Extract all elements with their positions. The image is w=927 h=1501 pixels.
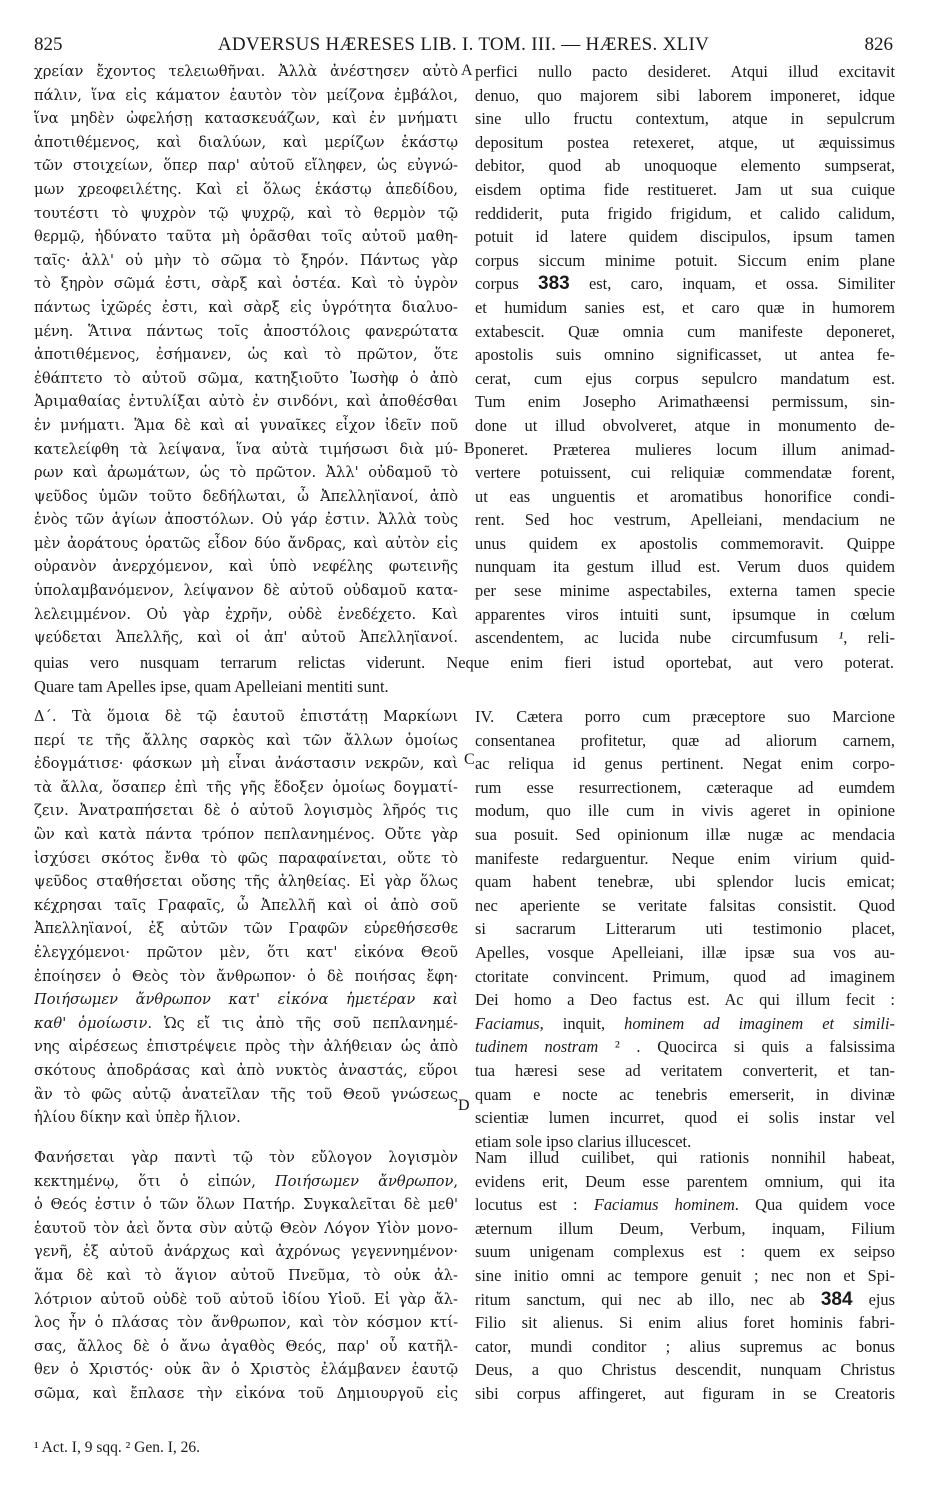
text-line: τῶν στοιχείων, ὅπερ παρ' αὐτοῦ εἴληφεν, ὡς εὐγνώ- [34,157,458,175]
margin-letter-d: D [458,1097,470,1114]
text-segment: ritum sanctum, qui nec ab illo, nec ab [475,1289,821,1309]
text-line: nunquam ita gestum illud est. Verum duos quidem [475,557,895,577]
text-segment: κεκτημένῳ, ὅτι ὁ εἰπών, [34,1172,275,1190]
text-line [34,1170,458,1194]
text-line: ζειν. Ἀνατραπήσεται δὲ ὁ αὐτοῦ λογισμὸς λῆρός τις [34,802,458,820]
text-line: Ἀριμαθαίας ἐντυλίξαι αὐτὸ ἐν σινδόνι, καὶ ἀποθέσθαι [34,393,458,411]
text-line: ἐποίησεν ὁ Θεὸς τὸν ἄνθρωπον· ὁ δὲ ποιήσας ἔφη· [34,967,458,985]
text-line: μένη. Ἅτινα πάντως τοῖς ἀποστόλοις φανερώτατα [34,322,458,340]
text-line: ἐδογμάτισε· φάσκων μὴ εἶναι ἀνάστασιν νεκρῶν, καὶ [34,755,458,773]
text-line: IV. Cætera porro cum præceptore suo Marcione [475,707,895,726]
text-line: Dei homo a Deo factus est. Ac qui illum fecit : [475,990,895,1010]
text-segment: . Ὡς εἴ τις ἀπὸ τῆς σοῦ πεπλανημέ- [147,1014,458,1032]
text-line: quam e nocte ac tenebris emerserit, in divinæ [475,1084,895,1104]
text-line: τὰ ἄλλα, ὅσαπερ ἐπὶ τῆς γῆς ἔδοξεν ὁμοίως δογματί- [34,778,458,796]
section-number: 383 [538,273,570,295]
text-line: κέχρησαι ταῖς Γραφαῖς, ὦ Ἀπελλῆ καὶ οἱ ἀπὸ σοῦ [34,896,458,914]
text-line: sibi corpus affingeret, aut figuram in se Creatoris [475,1383,895,1403]
text-segment: ejus [852,1289,895,1309]
text-line: evidens erit, Deum esse parentem omnium, qui ita [475,1171,895,1191]
text-line: scientiæ lumen incurret, quod ei solis instar vel [475,1108,895,1128]
italic-quote: hominem ad imaginem et simili- [624,1013,895,1033]
text-line: per sese minime aspectabiles, externa tamen specie [475,581,895,601]
text-line: etiam sole ipso clarius illucescet. [475,1131,692,1151]
text-line: ὁ Θεός ἐστιν ὁ τῶν ὅλων Πατήρ. Συγκαλεῖται δὲ μεθ' [34,1196,458,1214]
text-segment: , inquit, [539,1013,625,1033]
margin-letter-c: C [464,751,475,768]
text-line: ἂν τὸ φῶς αὐτῷ ἀνατεῖλαν τῆς τοῦ Θεοῦ γνώσεως [34,1085,458,1103]
text-line: ἐλεγχόμενοι· πρῶτον μὲν, ὅτι κατ' εἰκόνα Θεοῦ [34,943,458,961]
footnotes: ¹ Act. I, 9 sqq. ² Gen. I, 26. [34,1439,200,1456]
text-line [34,988,458,1012]
text-line: ψεῦδος σταθήσεται οὔσης τῆς ἀληθείας. Εἰ γὰρ ὅλως [34,873,458,891]
text-line: σῶμα, καὶ ἔπλασε τὴν εἰκόνα τοῦ Δημιουργοῦ εἰς [34,1384,458,1402]
text-line: Quare tam Apelles ipse, quam Apelleiani mentiti sunt. [34,676,389,696]
text-line: ἐν μνήματι. Ἅμα δὲ καὶ αἱ γυναῖκες εἶχον ἰδεῖν ποῦ [34,416,458,434]
text-line: ψεῦδος ὑμῶν τοῦτο δεδήλωται, ὦ Ἀπελληϊανοί, ἀπὸ [34,487,458,505]
text-line: ψεύδεται Ἀπελλῆς, καὶ οἱ ἀπ' αὐτοῦ Ἀπελληϊανοί. [34,629,458,647]
text-line: sua posuit. Sed opinionum illæ nugæ ac mendacia [475,824,895,844]
text-segment: corpus [475,274,539,294]
greek-column-bottom [34,1146,458,1406]
text-line: reddiderit, puta frigido frigidum, et calido calidum, [475,203,895,223]
latin-column-top [475,60,895,650]
text-line: denuo, quo majorem sibi laborem imponeret, idque [475,85,895,105]
text-line: Δ΄. Τὰ ὅμοια δὲ τῷ ἑαυτοῦ ἐπιστάτῃ Μαρκίωνι [34,708,458,725]
text-line: γενῆ, ἐξ αὐτοῦ ἀνάρχως καὶ ἀχρόνως γεγεννημένον· [34,1243,458,1261]
text-line: σας, ἄλλος δὲ ὁ ἄνω ἀγαθὸς Θεός, παρ' οὗ κατῆλ- [34,1337,458,1355]
text-line: ut eas unguentis et aromatibus honorifice condi- [475,486,895,506]
text-line: πάντως ἰχῶρές ἐστι, καὶ σὰρξ εἰς ὑγρότητα διαλυο- [34,298,458,316]
italic-quote: tudinem nostram [475,1037,599,1057]
text-segment: , reli- [843,628,895,648]
italic-quote: Faciamus [475,1013,540,1033]
text-line: Deus, a quo Christus descendit, nunquam Christus [475,1360,895,1380]
text-line: tua hæresi sese ad veritatem converterit, et tan- [475,1060,895,1080]
text-line: ἀποτιθέμενος, ἐσήμανεν, ὡς καὶ τὸ πρῶτον, ὅτε [34,346,458,364]
text-line: nec aperiente se veritate falsitas consistit. Quod [475,895,895,915]
text-line: περί τε τῆς ἄλλης σαρκὸς καὶ τῶν ἄλλων ὁμοίως [34,731,458,749]
text-line: θεν ὁ Χριστός· οὐκ ἂν ὁ Χριστὸς ἐλάμβανεν ἑαυτῷ [34,1361,458,1379]
text-line: μὲν ἀοράτους ὁρατῶς εἶδον δύο ἄνδρας, καὶ αὐτὸν εἰς [34,534,458,552]
text-line: λότριον αὐτοῦ οὐδὲ τοῦ αὐτοῦ ἰδίου Υἱοῦ. Εἰ γὰρ ἄλ- [34,1290,458,1308]
text-line: ἡλίου δίκην καὶ ὑπὲρ ἥλιον. [34,1109,241,1127]
text-line: eisdem optima fide restitueret. Jam ut sua cuique [475,179,895,199]
page-number-right: 826 [864,34,893,55]
text-line: κατελείφθη τὰ λείψανα, ἵνα αὐτὰ τιμήσωσι διὰ μύ- [34,440,458,458]
text-line: perfici nullo pacto desideret. Atqui illud excitavit [475,62,895,81]
text-line: unus quidem ex apostolis commemoravit. Quippe [475,533,895,553]
text-line: Tum enim Josepho Arimathæensi permissum, sin- [475,392,895,412]
text-line: corpus siccum minime potuit. Siccum enim plane [475,250,895,270]
text-line [475,626,895,650]
text-line: rent. Sed hoc vestrum, Apelleiani, mendacium ne [475,510,895,530]
text-line: cerat, cum ejus corpus sepulcro mandatum est. [475,368,895,388]
text-line: manifeste redarguentur. Neque enim virium quid- [475,848,895,868]
text-line: ταῖς· ἀλλ' οὐ μὴν τὸ σῶμα τὸ ξηρόν. Πάντως γὰρ [34,251,458,269]
text-line: σκότους ἀποδράσας καὶ ἀπὸ νυκτὸς ἀναστάς, εὕροι [34,1061,458,1079]
greek-column-top [34,60,458,650]
text-line: λελειμμένον. Οὐ γὰρ ἐχρῆν, οὐδὲ ἐνεδέχετο. Καὶ [34,605,458,623]
text-line: cator, mundi conditor ; alius supremus ac bonus [475,1336,895,1356]
text-line: debitor, quod ab unoquoque elemento sumpserat, [475,156,895,176]
text-line: ac reliqua id genus pertinent. Negat enim corpo- [475,754,895,774]
text-line: rum esse resurrectionem, cæteraque ad eumdem [475,777,895,797]
page-number-left: 825 [34,34,63,55]
text-line: Ἀπελληϊανοί, ἐξ αὐτῶν τῶν Γραφῶν εὑρεθήσεσθε [34,920,458,938]
text-segment: locutus est : [475,1195,594,1215]
italic-quote: Faciamus hominem [593,1195,735,1215]
text-line: suum unigenam complexus est : quem ex seipso [475,1242,895,1262]
text-line: potuit id latere quidem discipulos, ipsum tamen [475,227,895,247]
margin-letter-b: B [464,440,475,457]
text-line: quam habent tenebræ, ubi splendor lucis emicat; [475,872,895,892]
text-line: Nam illud cuilibet, qui rationis nonnihil habeat, [475,1148,895,1167]
text-line: sine ullo fructu contextum, atque in sepulcrum [475,109,895,129]
latin-column-mid [475,705,895,1153]
running-header [34,34,893,60]
latin-column-bottom [475,1146,895,1406]
text-line: Apelles, vosque Apelleiani, illæ ipsæ sua vos au- [475,942,895,962]
text-line: ἵνα μηδὲν ὠφελήσῃ κατασκευάζων, καὶ ἐν μνήματι [34,110,458,128]
text-line: vertere potuissent, cui reliquiæ commendatæ forent, [475,463,895,483]
text-line: χρείαν ἔχοντος τελειωθῆναι. Ἀλλὰ ἀνέστησεν αὐτὸ [34,63,458,80]
text-line: æternum illum Deum, Verbum, inquam, Filium [475,1218,895,1238]
text-line: si sacrarum Litterarum uti testimonio placet, [475,919,895,939]
text-line [475,1193,895,1217]
text-line [34,1012,458,1036]
text-line: μων χρεοφειλέτης. Καὶ εἰ ὅλως ἑκάστῳ ἀπεδίδου, [34,180,458,198]
text-segment: . Qua quidem voce [734,1195,895,1215]
text-line: apostolis suis omnino significasset, ut antea fe- [475,345,895,365]
text-line: τουτέστι τὸ ψυχρὸν τῷ ψυχρῷ, καὶ τὸ θερμὸν τῷ [34,204,458,222]
text-line [475,1012,895,1036]
text-line: νης αἱρέσεως ἐπιστρέψειε πρὸς τὴν ἀλήθειαν ὡς ἀπὸ [34,1038,458,1056]
text-line: extabescit. Quæ omnia cum manifeste deponeret, [475,321,895,341]
text-line: depositum postea retexeret, atque, ut æquissimus [475,132,895,152]
text-line: poneret. Præterea mulieres locum illum animad- [475,439,895,459]
text-line: et humidum sanies est, et caro quæ in humorem [475,297,895,317]
text-segment: ² . Quocirca si quis a falsissima [598,1037,895,1057]
text-line: θερμῷ, ἠδύνατο ταῦτα μὴ ὁρᾶσθαι τοῖς αὐτοῦ μαθη- [34,228,458,246]
text-line: ἑνὸς τῶν ἁγίων ἀποστόλων. Οὐ γάρ ἐστιν. Ἀλλὰ τοὺς [34,511,458,529]
text-line: οὐρανὸν ἀνερχόμενον, καὶ ὑπὸ νεφέλης φωτεινῆς [34,558,458,576]
text-line: ὢν καὶ κατὰ πάντα τρόπον πεπλανημένος. Οὔτε γὰρ [34,825,458,843]
text-line: Filio sit alienus. Si enim alius foret hominis fabri- [475,1313,895,1333]
text-line: ἑαυτοῦ τὸν ἀεὶ ὄντα σὺν αὐτῷ Θεὸν Λόγον Υἱὸν μονο- [34,1219,458,1237]
text-line: ἰσχύσει σκότος ἔνθα τὸ φῶς παραφαίνεται, οὔτε τὸ [34,849,458,867]
text-line: λος ἦν ὁ πλάσας τὸν ἄνθρωπον, καὶ τὸν κόσμον κτί- [34,1314,458,1332]
text-line: apparentes viros intuiti sunt, ipsumque in cœlum [475,604,895,624]
text-line: quias vero nusquam terrarum relictas viderunt. Neque enim fieri istud oportebat, aut vero poterat. [34,653,894,672]
italic-quote: Ποιήσωμεν ἄνθρωπον [275,1172,454,1190]
text-line: sine initio omni ac tempore genuit ; nec non et Spi- [475,1265,895,1285]
text-line: consentanea profitetur, quæ ad aliorum carnem, [475,730,895,750]
text-line [475,272,895,296]
text-line: ὑπολαμβανόμενον, λείψανον δὲ αὐτοῦ οὐδαμοῦ κατα- [34,582,458,600]
italic-quote: Ποιήσωμεν ἄνθρωπον κατ' εἰκόνα ἡμετέραν καὶ [34,991,458,1009]
greek-column-mid [34,705,458,1130]
text-segment: , [453,1172,458,1190]
text-line: modum, quo ille cum in vivis ageret in opinione [475,801,895,821]
italic-quote: ¹ [838,628,844,648]
margin-letter-a: A [461,62,473,79]
text-line: ἅμα δὲ καὶ τὸ ἅγιον αὐτοῦ Πνεῦμα, τὸ οὐκ ἀλ- [34,1266,458,1284]
text-line: πάλιν, ἵνα εἰς κάματον ἑαυτὸν τὸν μείζονα ἐμβάλοι, [34,86,458,104]
text-line: ἐθάπτετο τὸ αὐτοῦ σῶμα, κατηξιοῦτο Ἰωσὴφ ὁ ἀπὸ [34,369,458,387]
text-line: done ut illud obvolveret, atque in monumento de- [475,415,895,435]
text-line [475,1035,895,1059]
text-line: Φανήσεται γὰρ παντὶ τῷ τὸν εὔλογον λογισμὸν [34,1149,458,1166]
text-segment: est, caro, inquam, et ossa. Similiter [569,274,895,294]
section-number: 384 [820,1288,853,1310]
text-line: ἀποτιθέμενος, καὶ διαλύων, καὶ μερίζων ἑκάστῳ [34,133,458,151]
full-width-lines [34,651,894,698]
text-line: ctoritate convincent. Primum, quod ad imaginem [475,966,895,986]
text-segment: ascendentem, ac lucida nube circumfusum [475,628,839,648]
text-line: τὸ ξηρὸν σῶμά ἐστι, σὰρξ καὶ ὀστέα. Καὶ τὸ ὑγρὸν [34,275,458,293]
italic-quote: καθ' ὁμοίωσιν [34,1014,148,1032]
text-line: ρων καὶ ἀρωμάτων, ὡς τὸ πρῶτον. Ἀλλ' οὐδαμοῦ τὸ [34,464,458,482]
text-line [475,1288,895,1312]
running-title: ADVERSUS HÆRESES LIB. I. TOM. III. — HÆRES. XLIV [217,34,710,55]
